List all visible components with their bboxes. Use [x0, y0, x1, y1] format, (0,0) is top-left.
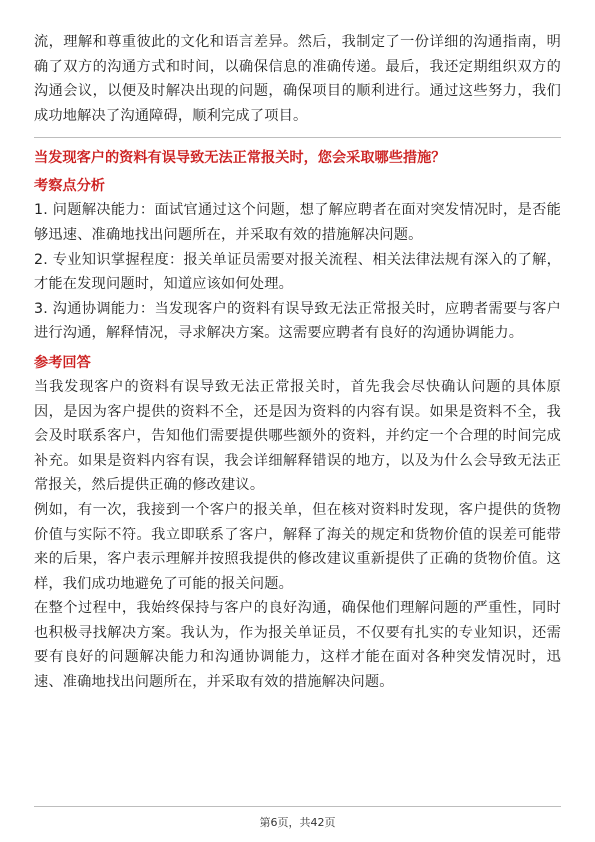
analysis-item-1: 1. 问题解决能力：面试官通过这个问题，想了解应聘者在面对突发情况时，是否能够迅速、准确地找出问题所在，并采取有效的措施解决问题。 [34, 202, 561, 243]
intro-paragraph: 流，理解和尊重彼此的文化和语言差异。然后，我制定了一份详细的沟通指南，明确了双方的沟通方式和时间，以确保信息的准确传递。最后，我还定期组织双方的沟通会议，以便及时解决出现的问题，确保项目的顺利进行。通过这些努力，我们成功地解决了沟通障碍，顺利完成了项目。 [34, 34, 561, 124]
answer-heading: 参考回答 [34, 354, 91, 371]
answer-paragraph-2: 例如，有一次，我接到一个客户的报关单，但在核对资料时发现，客户提供的货物价值与实际不符。我立即联系了客户，解释了海关的规定和货物价值的误差可能带来的后果，客户表示理解并按照我提供的修改建议重新提供了正确的货物价值。这样，我们成功地避免了可能的报关问题。 [34, 501, 561, 592]
answer-paragraph-1: 当我发现客户的资料有误导致无法正常报关时，首先我会尽快确认问题的具体原因，是因为客户提供的资料不全，还是因为资料的内容有误。如果是资料不全，我会及时联系客户，告知他们需要提供哪些额外的资料，并约定一个合理的时间完成补充。如果是资料内容有误，我会详细解释错误的地方，以及为什么会导致无法正常报关，然后提供正确的修改建议。 [34, 378, 561, 494]
analysis-item-2: 2. 专业知识掌握程度：报关单证员需要对报关流程、相关法律法规有深入的了解，才能在发现问题时，知道应该如何处理。 [34, 251, 561, 293]
page-content [34, 30, 561, 695]
question-heading: 当发现客户的资料有误导致无法正常报关时，您会采取哪些措施？ [34, 150, 446, 167]
page-number: 第6页，共42页 [259, 816, 336, 829]
section-divider [34, 137, 561, 138]
analysis-heading: 考察点分析 [34, 178, 105, 195]
analysis-item-3: 3. 沟通协调能力：当发现客户的资料有误导致无法正常报关时，应聘者需要与客户进行沟通，解释情况，寻求解决方案。这需要应聘者有良好的沟通协调能力。 [34, 300, 561, 342]
answer-paragraph-3: 在整个过程中，我始终保持与客户的良好沟通，确保他们理解问题的严重性，同时也积极寻找解决方案。我认为，作为报关单证员，不仅要有扎实的专业知识，还需要有良好的问题解决能力和沟通协调能力，这样才能在面对各种突发情况时，迅速、准确地找出问题所在，并采取有效的措施解决问题。 [34, 600, 561, 691]
footer-divider [34, 806, 561, 807]
